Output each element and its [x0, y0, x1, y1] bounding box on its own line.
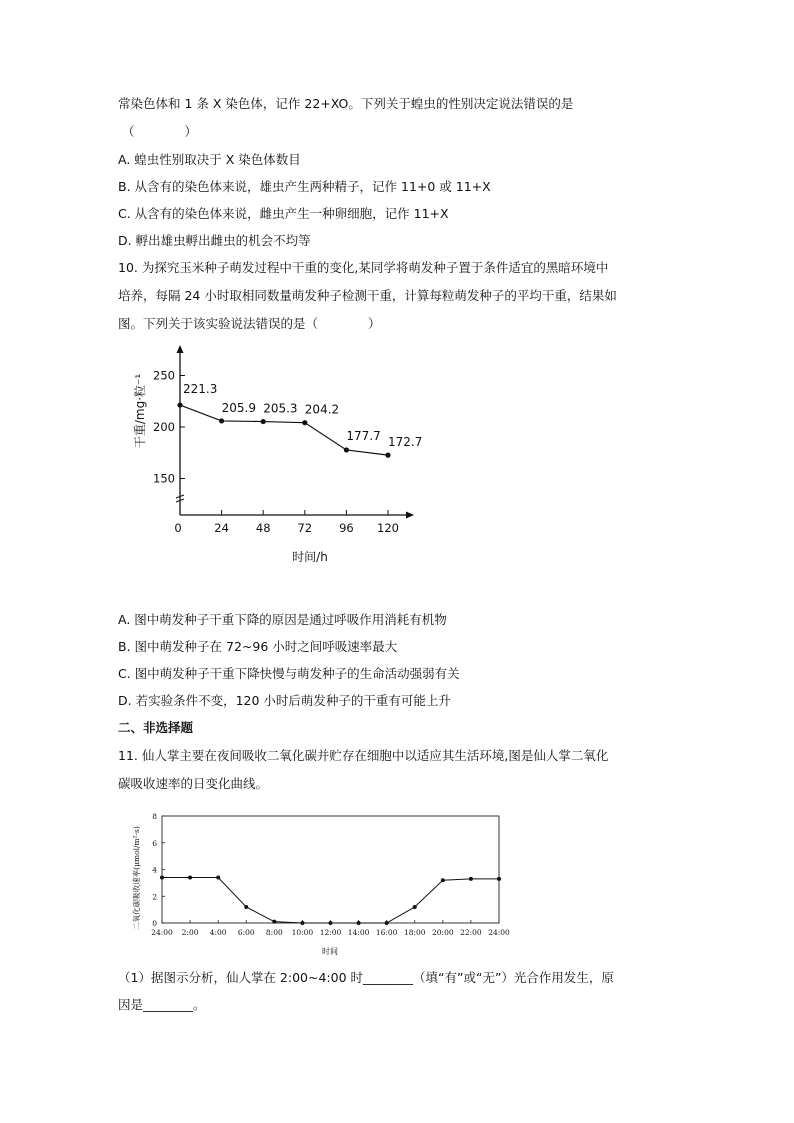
chart1-data-point — [219, 418, 224, 423]
chart2-x-tick-label: 8:00 — [265, 928, 283, 937]
chart2-data-point — [329, 921, 333, 925]
chart1-data-point — [177, 402, 182, 407]
chart2-data-point — [385, 921, 389, 925]
chart2-y-tick-label: 4 — [152, 865, 157, 875]
chart1-x-tick-label: 72 — [297, 521, 313, 535]
q10-stem-line-1: 10. 为探究玉米种子萌发过程中干重的变化,某同学将萌发种子置于条件适宜的黑暗环境中 — [118, 260, 609, 275]
q9-option-c: C. 从含有的染色体来说，雌虫产生一种卵细胞，记作 11+X — [118, 206, 449, 221]
chart2-data-point — [413, 905, 417, 909]
q9-answer-blank: （ ） — [122, 124, 198, 139]
q9-option-a: A. 蝗虫性别取决于 X 染色体数目 — [118, 152, 301, 167]
chart2-y-tick-label: 6 — [152, 838, 157, 848]
q11-sub1-line-1: （1）据图示分析，仙人掌在 2:00~4:00 时________（填“有”或“无”）光合作用发生，原 — [118, 970, 614, 985]
chart2-data-point — [300, 921, 304, 925]
chart2-x-tick-label: 12:00 — [319, 928, 342, 937]
chart2-x-tick-label: 6:00 — [237, 928, 255, 937]
chart1-data-point — [385, 453, 390, 458]
q10-option-c: C. 图中萌发种子干重下降快慢与萌发种子的生命活动强弱有关 — [118, 666, 460, 681]
chart1-y-arrow — [177, 345, 184, 353]
chart1-data-label: 205.9 — [221, 400, 256, 415]
chart2-data-point — [441, 878, 445, 882]
chart2-x-tick-label: 18:00 — [403, 928, 426, 937]
chart1-data-label: 172.7 — [388, 435, 423, 450]
chart2-data-point — [188, 876, 192, 880]
section-heading: 二、非选择题 — [118, 720, 194, 735]
chart1-x-tick-label: 24 — [214, 521, 229, 535]
chart1-data-label: 205.3 — [263, 401, 298, 416]
chart2-y-tick-label: 2 — [152, 892, 157, 902]
chart2-x-tick-label: 20:00 — [432, 928, 454, 937]
q9-stem-tail: 常染色体和 1 条 X 染色体，记作 22+XO。下列关于蝗虫的性别决定说法错误的是 — [118, 96, 574, 111]
q11-stem-line-1: 11. 仙人掌主要在夜间吸收二氧化碳并贮存在细胞中以适应其生活环境,图是仙人掌二氧化 — [118, 748, 609, 763]
chart2-x-tick-label: 4:00 — [209, 928, 227, 937]
chart1-x-tick-label: 96 — [339, 521, 354, 535]
chart2-x-tick-label: 24:00 — [151, 928, 173, 937]
chart2-axes — [162, 816, 499, 923]
chart1-data-point — [344, 447, 349, 452]
chart2-frame — [162, 816, 499, 923]
chart2-data-point — [216, 876, 220, 880]
q10-option-d: D. 若实验条件不变，120 小时后萌发种子的干重有可能上升 — [118, 693, 451, 708]
chart1-data-point — [302, 420, 307, 425]
chart2-x-axis-label: 时间 — [322, 947, 338, 956]
chart1-x-axis-label: 时间/h — [292, 550, 328, 564]
chart2-y-tick-label: 8 — [152, 812, 157, 821]
chart2-data-point — [497, 877, 501, 881]
chart2-series — [160, 876, 501, 925]
q9-option-b: B. 从含有的染色体来说，雄虫产生两种精子，记作 11+0 或 11+X — [118, 179, 491, 194]
chart2-y-axis-label: 二氧化碳吸收速率(μmol/m²·s) — [132, 826, 141, 930]
q11-stem-line-2: 碳吸收速率的日变化曲线。 — [118, 776, 269, 791]
chart1-data-label: 204.2 — [304, 402, 340, 417]
chart1-y-tick-label: 150 — [153, 471, 175, 486]
chart1-y-tick-label: 200 — [153, 420, 175, 434]
co2-absorption-chart — [128, 808, 528, 960]
chart2-data-point — [357, 921, 361, 925]
q10-stem-line-3: 图。下列关于该实验说法错误的是（ ） — [118, 316, 381, 331]
chart1-data-label: 177.7 — [346, 428, 381, 443]
chart1-data-label: 221.3 — [183, 382, 218, 397]
dry-weight-chart — [118, 335, 448, 575]
chart1-x-tick-label: 0 — [174, 521, 182, 535]
chart2-x-tick-label: 2:00 — [181, 928, 199, 937]
chart2-data-point — [469, 877, 473, 881]
chart1-x-ticks — [174, 510, 399, 535]
q10-option-b: B. 图中萌发种子在 72~96 小时之间呼吸速率最大 — [118, 639, 398, 654]
chart1-x-arrow — [406, 512, 414, 519]
chart1-x-tick-label: 48 — [255, 521, 271, 535]
chart2-data-point — [244, 905, 248, 909]
chart2-x-tick-label: 22:00 — [460, 928, 482, 937]
chart1-x-tick-label: 120 — [377, 521, 399, 535]
chart2-x-tick-label: 10:00 — [291, 928, 314, 937]
chart2-data-point — [272, 920, 276, 924]
q10-stem-line-2: 培养，每隔 24 小时取相同数量萌发种子检测干重，计算每粒萌发种子的平均干重，结果如 — [118, 288, 617, 303]
chart2-x-tick-label: 14:00 — [347, 928, 370, 937]
chart2-series-line — [162, 878, 499, 923]
chart1-y-tick-label: 250 — [153, 368, 175, 383]
chart2-x-tick-label: 16:00 — [375, 928, 398, 937]
chart2-x-tick-label: 24:00 — [488, 928, 510, 937]
chart1-data-point — [261, 419, 266, 424]
chart1-data-labels — [183, 382, 422, 449]
chart2-data-point — [160, 876, 164, 880]
chart2-y-tick-label: 0 — [152, 919, 157, 928]
q11-sub1-line-2: 因是________。 — [118, 997, 206, 1012]
chart1-y-axis-label: 干重/mg·粒⁻¹ — [133, 373, 147, 449]
q10-option-a: A. 图中萌发种子干重下降的原因是通过呼吸作用消耗有机物 — [118, 612, 447, 627]
q9-option-d: D. 孵出雄虫孵出雌虫的机会不均等 — [118, 233, 311, 248]
chart2-y-ticks — [152, 812, 165, 928]
